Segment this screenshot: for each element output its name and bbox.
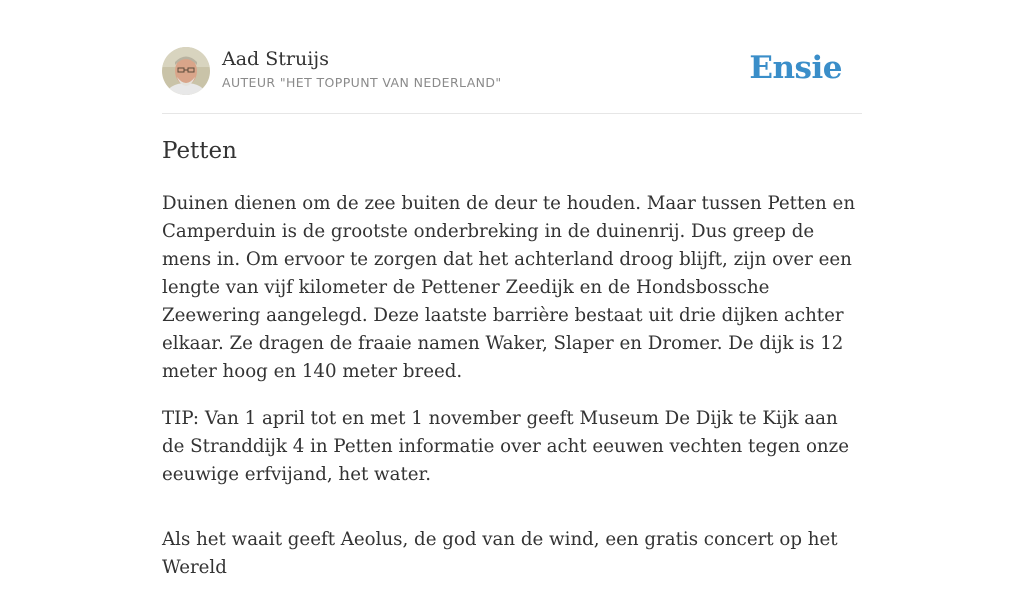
article-title: Petten	[162, 138, 237, 164]
article-body	[162, 190, 862, 601]
author-avatar[interactable]	[162, 47, 210, 95]
author-tagline: AUTEUR "HET TOPPUNT VAN NEDERLAND"	[222, 75, 502, 90]
article-paragraph: Als het waait geeft Aeolus, de god van de wind, een gratis concert op het Wereld	[162, 529, 838, 578]
article-paragraph: Duinen dienen om de zee buiten de deur te houden. Maar tussen Petten en Camperduin is de grootste onderbreking in de duinenrij. Dus greep de mens in. Om ervoor te zorgen dat het achterland droog blijft, zijn over een lengte van vijf kilometer de Pettener Zeedijk en de Hondsbossche Zeewering aangelegd. Deze laatste barrière bestaat uit drie dijken achter elkaar. Ze dragen de fraaie namen Waker, Slaper en Dromer. De dijk is 12 meter hoog en 140 meter breed.	[162, 193, 856, 382]
author-name[interactable]: Aad Struijs	[222, 48, 329, 70]
brand-logo[interactable]: Ensie	[749, 50, 842, 86]
article-paragraph: TIP: Van 1 april tot en met 1 november geeft Museum De Dijk te Kijk aan de Stranddijk 4 in Petten informatie over acht eeuwen vechten tegen onze eeuwige erfvijand, het water.	[162, 408, 849, 485]
author-photo	[162, 47, 210, 95]
article-header	[162, 47, 862, 114]
